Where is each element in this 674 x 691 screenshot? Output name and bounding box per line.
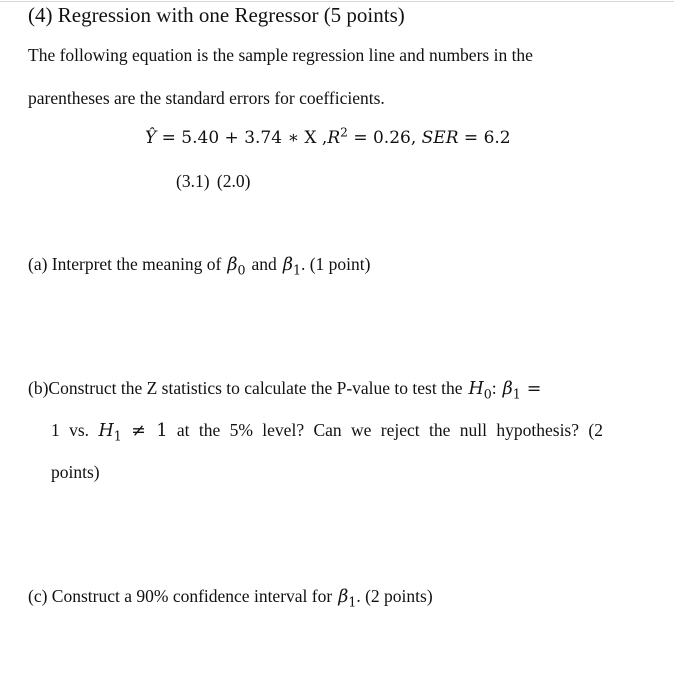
equation-part-1: = 5.40 + 3.74 ∗ X , <box>156 128 328 148</box>
h1-subscript: 1 <box>113 428 122 444</box>
question-c-suffix: . (2 points) <box>356 586 433 606</box>
equals-sign: = <box>526 379 542 399</box>
beta-symbol: β <box>502 379 513 399</box>
h-symbol: H <box>98 421 114 441</box>
beta-symbol: β <box>338 587 349 607</box>
colon: : <box>491 378 497 398</box>
standard-errors: (3.1) (2.0) <box>176 171 251 191</box>
beta-symbol: β <box>227 255 238 275</box>
beta-subscript-0: 0 <box>237 262 246 278</box>
ser-label: SER <box>421 128 459 148</box>
question-b-line-2-rest: at the 5% level? Can we reject the null hypothesis? (2 <box>176 420 603 440</box>
top-divider <box>0 1 674 2</box>
regression-equation <box>145 127 511 149</box>
not-equal-one: ≠ 1 <box>131 421 168 441</box>
beta-subscript-1: 1 <box>512 386 521 402</box>
question-a-and: and <box>251 254 277 274</box>
question-b-line-1 <box>28 377 541 400</box>
question-b-line-2 <box>51 419 603 442</box>
question-b-line-3: points) <box>51 462 100 482</box>
intro-line-1: The following equation is the sample regression line and numbers in the <box>28 45 533 65</box>
beta-subscript-1: 1 <box>292 262 301 278</box>
question-b-prefix: (b)Construct the Z statistics to calculate the P-value to test the <box>28 378 463 398</box>
section-heading: (4) Regression with one Regressor (5 points) <box>28 3 405 27</box>
h0-subscript: 0 <box>483 386 492 402</box>
question-c-prefix: (c) Construct a 90% confidence interval for <box>28 586 333 606</box>
equation-part-3: = 6.2 <box>458 128 511 148</box>
question-a-prefix: (a) Interpret the meaning of <box>28 254 222 274</box>
question-c <box>28 585 433 608</box>
intro-line-2: parentheses are the standard errors for coefficients. <box>28 88 385 108</box>
question-b-null-value: 1 vs. <box>51 420 90 440</box>
question-a <box>28 253 370 276</box>
beta-symbol: β <box>282 255 293 275</box>
y-hat: Ŷ <box>145 128 157 148</box>
r-label: R <box>327 128 341 148</box>
equation-part-2: = 0.26, <box>347 128 417 148</box>
question-a-suffix: . (1 point) <box>300 254 371 274</box>
beta-subscript-1: 1 <box>348 594 357 610</box>
r-exponent: 2 <box>340 125 348 140</box>
h-symbol: H <box>468 379 484 399</box>
